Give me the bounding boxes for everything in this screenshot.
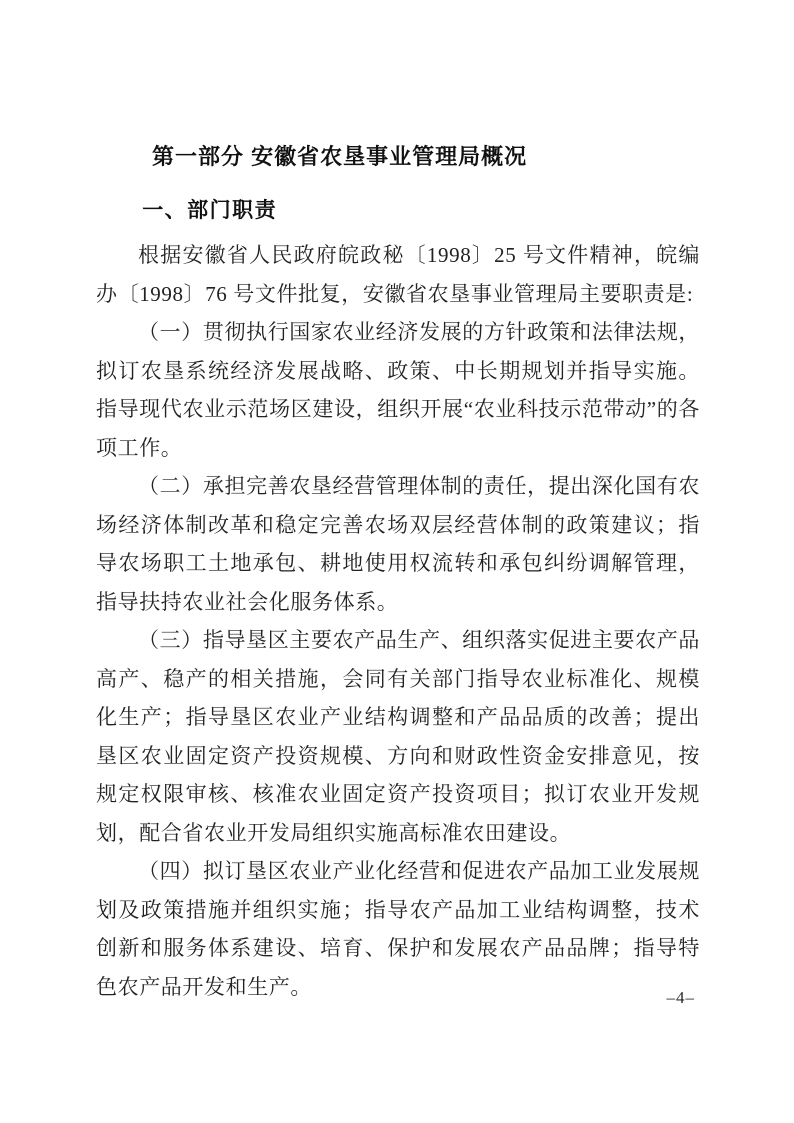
page-title: 第一部分 安徽省农垦事业管理局概况 (152, 144, 528, 169)
paragraph-duty-4: （四）拟订垦区农业产业化经营和促进农产品加工业发展规划及政策措施并组织实施；指导农产品加工业结构调整，技术创新和服务体系建设、培育、保护和发展农产品品牌；指导特色农产品开发和生产。 (96, 859, 700, 999)
paragraph-duty-2: （二）承担完善农垦经营管理体制的责任，提出深化国有农场经济体制改革和稳定完善农场双层经营体制的政策建议；指导农场职工土地承包、耕地使用权流转和承包纠纷调解管理，指导扶持农业社会化服务体系。 (96, 474, 700, 614)
page-number: –4– (666, 988, 695, 1007)
paragraph-intro: 根据安徽省人民政府皖政秘〔1998〕25 号文件精神，皖编办〔1998〕76 号文件批复，安徽省农垦事业管理局主要职责是: (96, 243, 700, 306)
paragraph-duty-3: （三）指导垦区主要农产品生产、组织落实促进主要农产品高产、稳产的相关措施，会同有关部门指导农业标准化、规模化生产；指导垦区农业产业结构调整和产品品质的改善；提出垦区农业固定资产投资规模、方向和财政性资金安排意见，按规定权限审核、核准农业固定资产投资项目；拟订农业开发规划，配合省农业开发局组织实施高标准农田建设。 (96, 628, 700, 845)
paragraph-duty-1: （一）贯彻执行国家农业经济发展的方针政策和法律法规，拟订农垦系统经济发展战略、政策、中长期规划并指导实施。指导现代农业示范场区建设，组织开展“农业科技示范带动”的各项工作。 (96, 320, 700, 460)
section-heading: 一、部门职责 (142, 199, 278, 223)
